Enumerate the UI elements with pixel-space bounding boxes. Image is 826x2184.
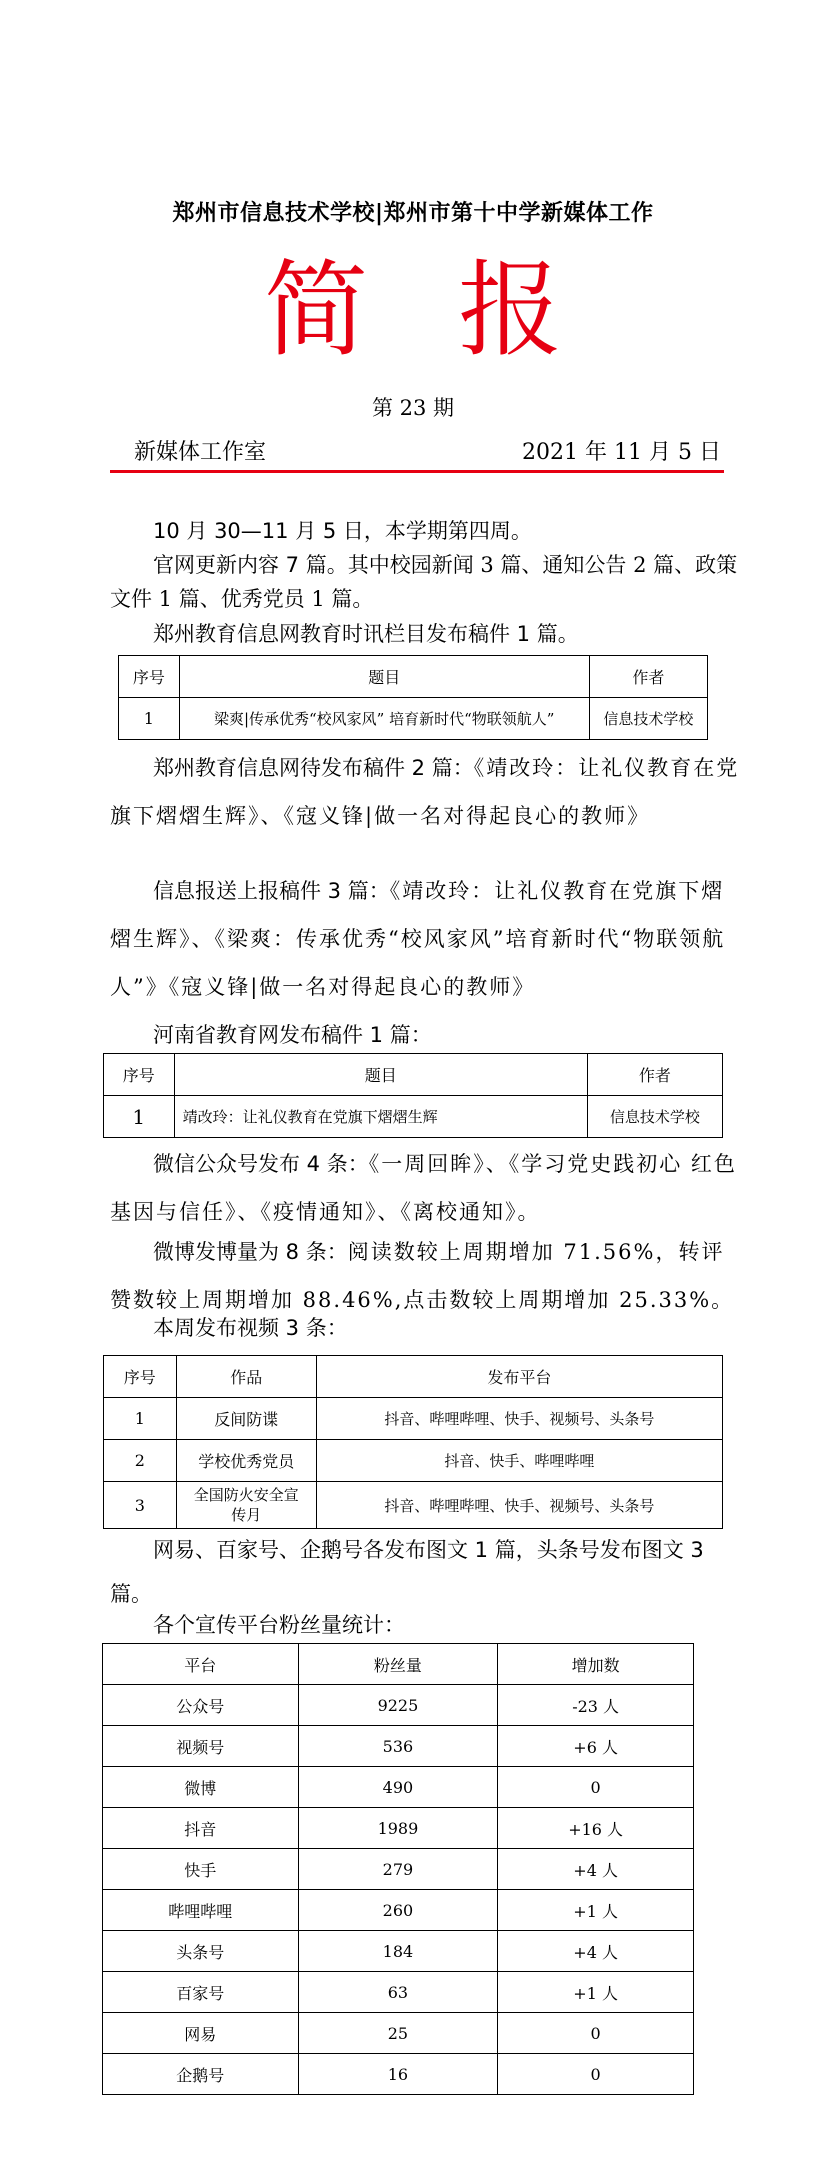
table-header-row [119, 656, 708, 698]
table-cell: 0 [498, 1767, 694, 1808]
table-row [103, 2013, 694, 2054]
table-cell: 靖改玲：让礼仪教育在党旗下熠熠生辉 [174, 1096, 587, 1138]
table-cell: +16 人 [498, 1808, 694, 1849]
table-cell: 抖音、哔哩哔哩、快手、视频号、头条号 [316, 1398, 722, 1440]
table-cell: 全国防火安全宣传月 [176, 1482, 316, 1529]
table-row [103, 1767, 694, 1808]
table-header-cell: 序号 [104, 1356, 177, 1398]
fans-table [102, 1643, 694, 2095]
table-cell: +4 人 [498, 1849, 694, 1890]
henan-line: 河南省教育网发布稿件 1 篇： [153, 1023, 432, 1047]
wechat-detail: 《一周回眸》、《学习党史践初心 红色基因与信任》、《疫情通知》、《离校通知》。 [110, 1152, 737, 1224]
table-cell: 63 [298, 1972, 498, 2013]
table-header-cell: 序号 [104, 1054, 175, 1096]
table-header-row [104, 1356, 723, 1398]
table-header-cell: 平台 [103, 1644, 299, 1685]
weibo-detail: 阅读数较上周期增加 71.56%，转评赞数较上周期增加 88.46%,点击数较上周期增加 25.33%。 [110, 1240, 735, 1312]
table-cell: 百家号 [103, 1972, 299, 2013]
table-row [103, 1685, 694, 1726]
table-cell: 哔哩哔哩 [103, 1890, 299, 1931]
header-organization: 郑州市信息技术学校|郑州市第十中学新媒体工作 [172, 201, 654, 226]
video-table [103, 1355, 723, 1529]
edu-pending-lead: 郑州教育信息网待发布稿件 2 篇： [153, 756, 474, 780]
table-cell: 抖音 [103, 1808, 299, 1849]
studio-name: 新媒体工作室 [134, 440, 267, 465]
table-cell: 企鹅号 [103, 2054, 299, 2095]
table-cell: 头条号 [103, 1931, 299, 1972]
table-cell: 279 [298, 1849, 498, 1890]
table-cell: 公众号 [103, 1685, 299, 1726]
henan-table [103, 1053, 723, 1138]
table-cell: 1 [104, 1096, 175, 1138]
table-header-row [104, 1054, 723, 1096]
table-cell: 学校优秀党员 [176, 1440, 316, 1482]
edu-pending-paragraph [110, 744, 740, 840]
table-header-cell: 作者 [587, 1054, 722, 1096]
table-cell: +6 人 [498, 1726, 694, 1767]
title-char-1: 简 [263, 249, 368, 371]
report-detail: 《靖改玲：让礼仪教育在党旗下熠熠生辉》、《梁爽：传承优秀“校风家风”培育新时代“物联领航人”》《寇义锋|做一名对得起良心的教师》 [110, 879, 726, 999]
table-cell: 9225 [298, 1685, 498, 1726]
title-char-2: 报 [457, 249, 562, 371]
table-cell: 0 [498, 2013, 694, 2054]
table-cell: 490 [298, 1767, 498, 1808]
site-update-lead: 官网更新内容 7 篇。 [153, 553, 348, 577]
table-cell: 信息技术学校 [589, 698, 707, 740]
red-divider [110, 470, 724, 473]
table-cell: 1989 [298, 1808, 498, 1849]
table-header-row [103, 1644, 694, 1685]
table-cell: 快手 [103, 1849, 299, 1890]
table-cell: 信息技术学校 [587, 1096, 722, 1138]
table-cell: 3 [104, 1482, 177, 1529]
table-header-cell: 发布平台 [316, 1356, 722, 1398]
table-cell: 梁爽|传承优秀“校风家风” 培育新时代“物联领航人” [179, 698, 589, 740]
table-row [103, 1931, 694, 1972]
table-cell: +1 人 [498, 1890, 694, 1931]
table-cell: 25 [298, 2013, 498, 2054]
table-header-cell: 序号 [119, 656, 180, 698]
table-cell: 1 [119, 698, 180, 740]
table-row [104, 1398, 723, 1440]
edu-pending-detail: 《靖改玲：让礼仪教育在党旗下熠熠生辉》、《寇义锋|做一名对得起良心的教师》 [110, 756, 740, 828]
issue-number: 第 23 期 [371, 396, 455, 420]
table-cell: 微博 [103, 1767, 299, 1808]
table-cell: 184 [298, 1931, 498, 1972]
table-header-cell: 增加数 [498, 1644, 694, 1685]
table-cell: 视频号 [103, 1726, 299, 1767]
site-update-detail: 其中校园新闻 3 篇、通知公告 2 篇、政策文件 1 篇、优秀党员 1 篇。 [110, 553, 738, 611]
table-cell: 抖音、快手、哔哩哔哩 [316, 1440, 722, 1482]
report-paragraph [110, 867, 740, 1011]
table-cell: 2 [104, 1440, 177, 1482]
week-line: 10 月 30—11 月 5 日，本学期第四周。 [153, 519, 532, 543]
fans-line: 各个宣传平台粉丝量统计： [153, 1613, 405, 1637]
table-row [103, 1726, 694, 1767]
weibo-paragraph [110, 1228, 740, 1324]
weibo-lead: 微博发博量为 8 条： [153, 1240, 348, 1264]
publish-date: 2021 年 11 月 5 日 [522, 440, 721, 465]
table-header-cell: 题目 [174, 1054, 587, 1096]
video-line: 本周发布视频 3 条： [153, 1316, 348, 1340]
table-row [104, 1096, 723, 1138]
table-row [103, 1849, 694, 1890]
wechat-lead: 微信公众号发布 4 条： [153, 1152, 369, 1176]
table-row [103, 1808, 694, 1849]
table-row [103, 2054, 694, 2095]
table-row [119, 698, 708, 740]
edu-news-table [118, 655, 708, 740]
table-row [103, 1972, 694, 2013]
wechat-paragraph [110, 1140, 740, 1236]
table-cell: 260 [298, 1890, 498, 1931]
table-cell: 反间防谍 [176, 1398, 316, 1440]
table-cell: +4 人 [498, 1931, 694, 1972]
table-cell: 1 [104, 1398, 177, 1440]
table-cell: 网易 [103, 2013, 299, 2054]
table-header-cell: 题目 [179, 656, 589, 698]
table-cell: +1 人 [498, 1972, 694, 2013]
table-header-cell: 作品 [176, 1356, 316, 1398]
netease-paragraph: 网易、百家号、企鹅号各发布图文 1 篇，头条号发布图文 3 篇。 [110, 1538, 704, 1606]
table-header-cell: 作者 [589, 656, 707, 698]
site-update-paragraph [110, 548, 740, 616]
table-cell: 16 [298, 2054, 498, 2095]
table-cell: 0 [498, 2054, 694, 2095]
table-header-cell: 粉丝量 [298, 1644, 498, 1685]
table-row [104, 1440, 723, 1482]
edu-news-line: 郑州教育信息网教育时讯栏目发布稿件 1 篇。 [153, 622, 579, 646]
table-cell: 536 [298, 1726, 498, 1767]
table-cell: 抖音、哔哩哔哩、快手、视频号、头条号 [316, 1482, 722, 1529]
table-row [104, 1482, 723, 1529]
report-lead: 信息报送上报稿件 3 篇： [153, 879, 390, 903]
table-row [103, 1890, 694, 1931]
bulletin-title [0, 250, 826, 370]
table-cell: -23 人 [498, 1685, 694, 1726]
